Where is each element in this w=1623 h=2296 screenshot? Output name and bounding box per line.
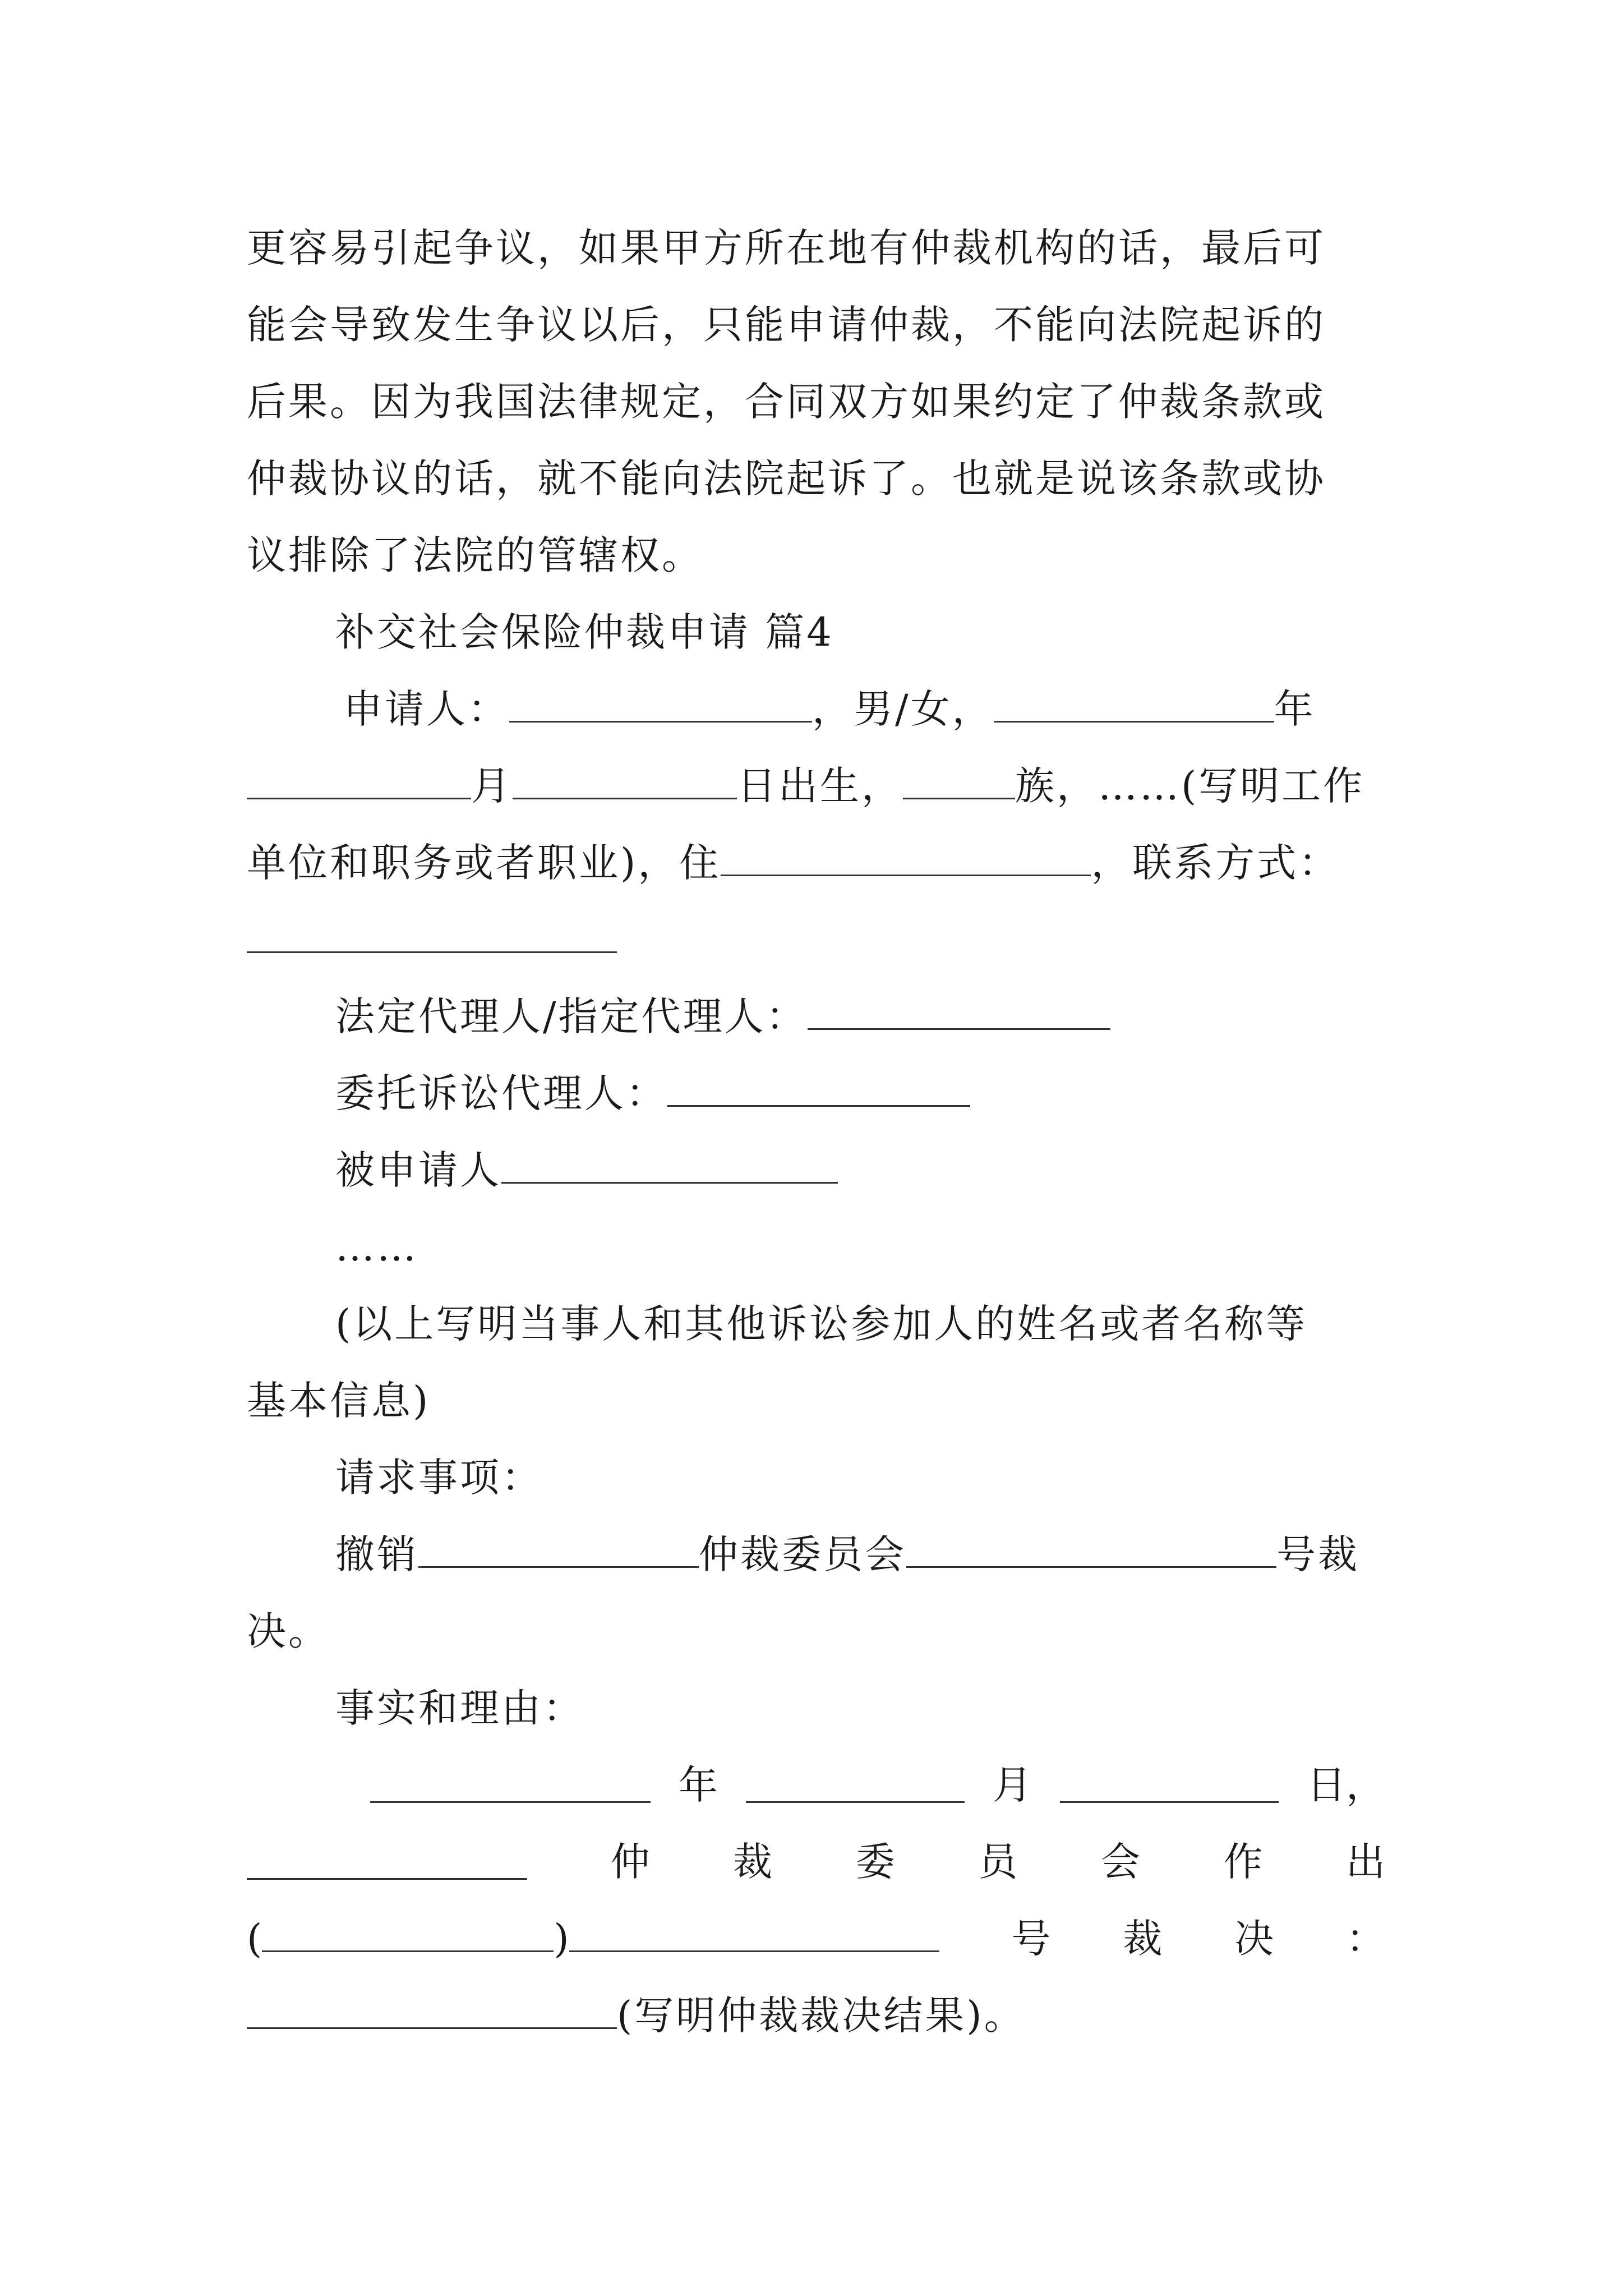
facts-award-number-group	[247, 1910, 939, 1968]
day-text: 日出生，	[737, 763, 903, 809]
applicant-name-blank[interactable]	[509, 687, 812, 723]
facts-char: 号	[1011, 1916, 1051, 1962]
applicant-line-2	[247, 757, 1385, 815]
ethnicity-text: 族，……(写明工作	[1015, 763, 1365, 809]
facts-committee-blank[interactable]	[247, 1844, 527, 1880]
note-line-1: (以上写明当事人和其他诉讼参加人的姓名或者名称等	[335, 1301, 1308, 1347]
facts-char: 决	[1234, 1916, 1274, 1962]
facts-month-text: 月	[993, 1762, 1032, 1808]
legal-agent-blank[interactable]	[808, 995, 1110, 1030]
facts-award-line	[247, 1910, 1385, 1968]
facts-char: 员	[978, 1839, 1018, 1885]
applicant-line-1	[343, 680, 1482, 738]
contact-blank[interactable]	[247, 918, 617, 953]
month-text: 月	[471, 763, 513, 809]
award-result-text: (写明仲裁裁决结果)。	[617, 1993, 1026, 2039]
ellipsis: ……	[335, 1224, 418, 1270]
paragraph-line: 后果。因为我国法律规定，合同双方如果约定了仲裁条款或	[247, 379, 1326, 425]
facts-year-text: 年	[679, 1762, 718, 1808]
paragraph-line: 议排除了法院的管辖权。	[247, 532, 703, 578]
paragraph-line: 仲裁协议的话，就不能向法院起诉了。也就是说该条款或协	[247, 455, 1326, 501]
respondent-label: 被申请人	[335, 1147, 501, 1193]
applicant-line-4	[247, 910, 1385, 969]
birth-month-blank[interactable]	[247, 764, 471, 799]
gender-text: ，男/女，	[812, 686, 994, 732]
facts-char: 会	[1100, 1839, 1140, 1885]
facts-award-number-blank[interactable]	[569, 1917, 939, 1952]
year-text: 年	[1274, 686, 1316, 732]
facts-day-blank[interactable]	[1060, 1768, 1279, 1803]
claims-label: 请求事项：	[335, 1455, 543, 1501]
legal-agent-line	[335, 987, 1474, 1046]
respondent-blank[interactable]	[501, 1148, 838, 1184]
close-paren: )	[554, 1916, 569, 1962]
facts-day-text: 日，	[1307, 1762, 1385, 1808]
committee-name-blank[interactable]	[418, 1533, 699, 1568]
award-result-blank[interactable]	[247, 1994, 617, 2029]
birth-year-blank[interactable]	[994, 687, 1274, 723]
facts-result-line	[247, 1986, 1385, 2045]
ethnicity-blank[interactable]	[903, 764, 1015, 799]
applicant-line-3	[247, 834, 1385, 892]
applicant-label: 申请人：	[343, 686, 509, 732]
facts-char: 裁	[1123, 1916, 1163, 1962]
entrusted-agent-line	[335, 1064, 1474, 1122]
facts-year-blank[interactable]	[370, 1768, 651, 1803]
legal-agent-label: 法定代理人/指定代理人：	[335, 993, 808, 1039]
facts-char: 出	[1345, 1839, 1385, 1885]
revoke-text: 撤销	[335, 1531, 418, 1577]
facts-committee-line	[247, 1833, 1385, 1891]
address-blank[interactable]	[721, 841, 1091, 876]
claims-line	[335, 1525, 1474, 1584]
award-number-blank[interactable]	[906, 1533, 1276, 1568]
workplace-text: 单位和职务或者职业)，住	[247, 840, 721, 886]
facts-date-line	[370, 1756, 1385, 1814]
committee-text: 仲裁委员会	[699, 1531, 906, 1577]
contact-text: ，联系方式：	[1091, 840, 1340, 886]
entrusted-agent-blank[interactable]	[667, 1071, 970, 1107]
facts-month-blank[interactable]	[746, 1768, 965, 1803]
birth-day-blank[interactable]	[513, 764, 737, 799]
facts-char: 作	[1223, 1839, 1263, 1885]
award-text: 号裁	[1276, 1531, 1359, 1577]
facts-char: 仲	[610, 1839, 650, 1885]
paragraph-line: 更容易引起争议，如果甲方所在地有仲裁机构的话，最后可	[247, 225, 1326, 271]
facts-char: 委	[855, 1839, 895, 1885]
claims-line-2: 决。	[247, 1608, 330, 1654]
open-paren: (	[247, 1916, 262, 1962]
entrusted-agent-label: 委托诉讼代理人：	[335, 1070, 667, 1116]
facts-paren-blank[interactable]	[262, 1917, 554, 1952]
facts-char: 裁	[733, 1839, 773, 1885]
note-line-2: 基本信息)	[247, 1378, 431, 1424]
facts-char: ：	[1346, 1916, 1385, 1962]
paragraph-line: 能会导致发生争议以后，只能申请仲裁，不能向法院起诉的	[247, 302, 1326, 348]
facts-label: 事实和理由：	[335, 1685, 584, 1731]
section-heading: 补交社会保险仲裁申请 篇4	[335, 609, 834, 655]
respondent-line	[335, 1141, 1474, 1199]
